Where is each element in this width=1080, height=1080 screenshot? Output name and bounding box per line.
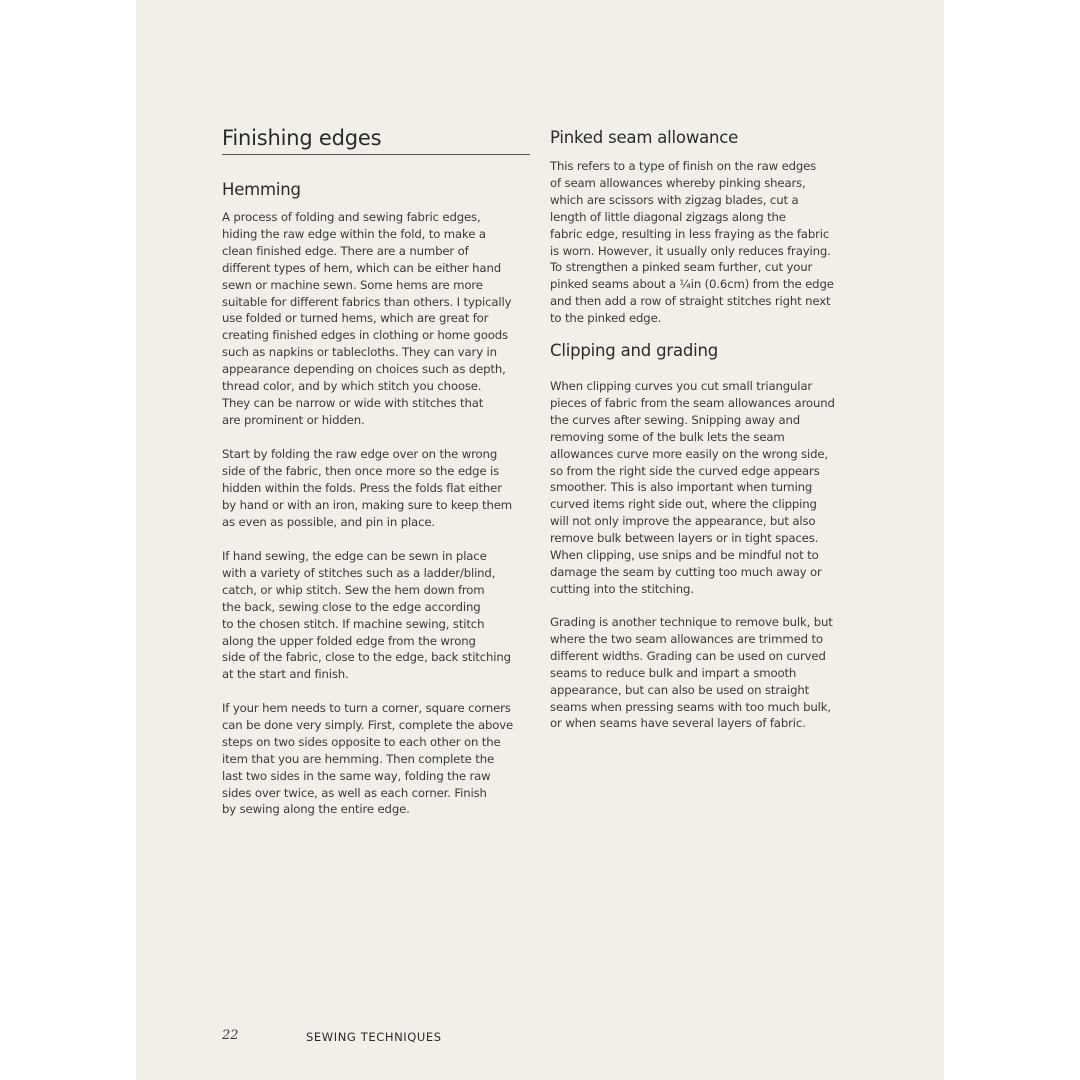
chapter-title: Finishing edges — [222, 126, 530, 155]
pinked-seam-heading: Pinked seam allowance — [550, 128, 739, 147]
hemming-paragraph-1: A process of folding and sewing fabric edges, hiding the raw edge within the fold, to make a clean finished edge. There are a number of different types of hem, which can be either hand sewn or machine sewn. Some hems are more suitable for different fabrics than others. I typically use folded or turned hems, which are great for creating finished edges in clothing or home goods such as napkins or tablecloths. They can vary in appearance depending on choices such as depth, thread color, and by which stitch you choose. They can be narrow or wide with stitches that are prominent or hidden. — [222, 210, 512, 427]
clipping-paragraph: When clipping curves you cut small triangular pieces of fabric from the seam allowances around the curves after sewing. Snipping away and removing some of the bulk lets the seam allowances curve more easily on the wrong side, so from the right side the curved edge appears smoother. This is also important when turning curved items right side out, where the clipping will not only improve the appearance, but also remove bulk between layers or in tight spaces. When clipping, use snips and be mindful not to damage the seam by cutting too much away or cutting into the stitching. — [550, 379, 835, 596]
hemming-paragraph-4: If your hem needs to turn a corner, square corners can be done very simply. First, complete the above steps on two sides opposite to each other on the item that you are hemming. Then complete the last two sides in the same way, folding the raw sides over twice, as well as each corner. Finish by sewing along the entire edge. — [222, 701, 514, 817]
grading-paragraph: Grading is another technique to remove bulk, but where the two seam allowances are trimmed to different widths. Grading can be used on curved seams to reduce bulk and impart a smooth appearance, but can also be used on straight seams when pressing seams with too much bulk, or when seams have several layers of fabric. — [550, 615, 833, 731]
page-number: 22 — [222, 1028, 239, 1043]
pinked-seam-paragraph: This refers to a type of finish on the raw edges of seam allowances whereby pinking shears, which are scissors with zigzag blades, cut a length of little diagonal zigzags along the fabric edge, resulting in less fraying as the fabric is worn. However, it usually only reduces fraying. To strengthen a pinked seam further, cut your pinked seams about a ¼in (0.6cm) from the edge and then add a row of straight stitches right next to the pinked edge. — [550, 159, 834, 326]
hemming-paragraph-3: If hand sewing, the edge can be sewn in place with a variety of stitches such as a ladder/blind, catch, or whip stitch. Sew the hem down from the back, sewing close to the edge according to the chosen stitch. If machine sewing, stitch along the upper folded edge from the wrong side of the fabric, close to the edge, back stitching at the start and finish. — [222, 549, 511, 682]
hemming-heading: Hemming — [222, 180, 301, 199]
hemming-paragraph-2: Start by folding the raw edge over on the wrong side of the fabric, then once more so the edge is hidden within the folds. Press the folds flat either by hand or with an iron, making sure to keep them as even as possible, and pin in place. — [222, 447, 512, 529]
book-page — [136, 0, 944, 1080]
running-head: SEWING TECHNIQUES — [306, 1030, 442, 1044]
clipping-grading-heading: Clipping and grading — [550, 341, 719, 360]
